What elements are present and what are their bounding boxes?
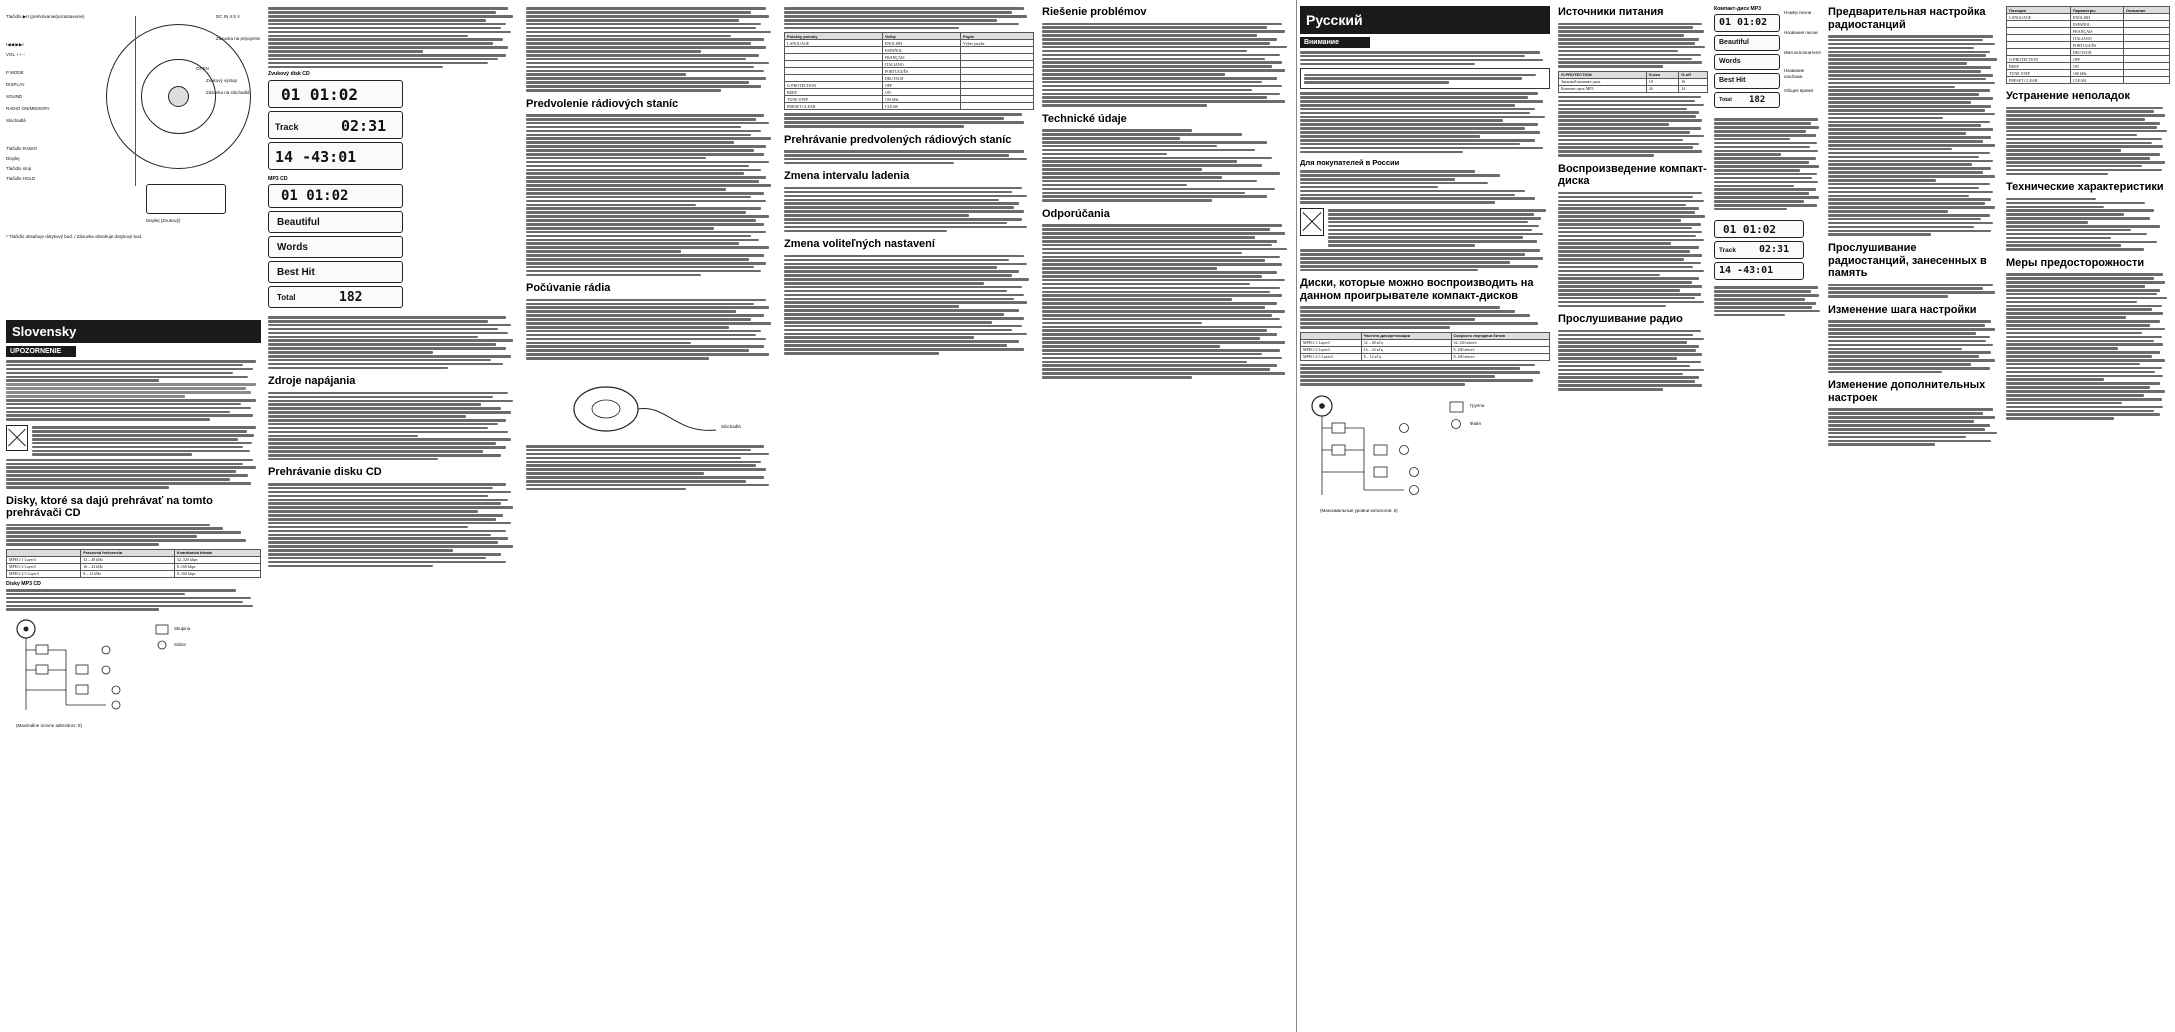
mp3-disk-title-slovak: Disky MP3 CD bbox=[6, 580, 41, 587]
table-header bbox=[7, 549, 81, 556]
table-header: G-вкл bbox=[1646, 71, 1679, 78]
table-cell bbox=[961, 61, 1034, 68]
table-cell bbox=[785, 54, 883, 61]
table-row bbox=[785, 54, 1034, 61]
table-row bbox=[2007, 56, 2170, 63]
table-header: G-PROTECTION bbox=[1559, 71, 1647, 78]
preset-title-slovak: Predvolenie rádiových staníc bbox=[526, 97, 679, 110]
callout-left-7: Slúchadlá bbox=[6, 118, 26, 123]
warning-text-slovak bbox=[6, 360, 261, 421]
mp3-tree-diagram-slovak bbox=[6, 615, 261, 735]
column-5 bbox=[1042, 6, 1292, 1026]
table-cell: ITALIANO bbox=[2070, 35, 2123, 42]
wheelie-bin-icon bbox=[1300, 208, 1324, 236]
lcd-ru-1 bbox=[1714, 14, 1780, 32]
table-row bbox=[7, 563, 261, 570]
table-cell: MPEG-2.5 Layer3 bbox=[7, 570, 81, 577]
table-cell: 100 kHz bbox=[882, 96, 960, 103]
table-cell: OFF bbox=[882, 82, 960, 89]
table-header: Позиция bbox=[2007, 7, 2071, 14]
lcd-ru-artist: Beautiful bbox=[1719, 39, 1749, 47]
table-header: Popis bbox=[961, 33, 1034, 40]
lcd-display-mp3-5 bbox=[268, 286, 403, 308]
spec-title-slovak: Technické údaje bbox=[1042, 112, 1127, 125]
options-table-slovak bbox=[784, 32, 1034, 110]
table-cell: 26 bbox=[1646, 85, 1679, 92]
text-block-9c bbox=[1828, 320, 2000, 373]
table-cell: DEUTSCH bbox=[882, 75, 960, 82]
table-row bbox=[785, 47, 1034, 54]
table-cell: 100 kHz bbox=[2070, 70, 2123, 77]
text-block-8b bbox=[1714, 286, 1822, 316]
text-block-3b bbox=[526, 114, 776, 276]
column-divider bbox=[1296, 0, 1297, 1032]
table-cell: OFF bbox=[2070, 56, 2123, 63]
mp3-tree-diagram-russian bbox=[1300, 390, 1550, 520]
callout-left-2: VOL + / – bbox=[6, 52, 25, 57]
column-10 bbox=[2006, 6, 2170, 1026]
lcd-ru-long-time: 14 -43:01 bbox=[1719, 265, 1774, 277]
table-cell bbox=[961, 103, 1034, 110]
table-header: Описание bbox=[2123, 7, 2169, 14]
table-row bbox=[785, 82, 1034, 89]
display-label: Displej (Zvukový) bbox=[146, 218, 181, 223]
table-cell bbox=[2123, 56, 2169, 63]
text-block-3a bbox=[526, 7, 776, 91]
disc-list-slovak bbox=[6, 524, 261, 546]
table-row bbox=[1301, 339, 1550, 346]
table-cell bbox=[961, 89, 1034, 96]
text-block-2a bbox=[268, 7, 518, 68]
lcd-callout-ru-4: Общее время bbox=[1784, 88, 1813, 94]
lcd-ru-4 bbox=[1714, 73, 1780, 89]
table-cell: 16 bbox=[1679, 78, 1708, 85]
lcd-display-mp3-4 bbox=[268, 261, 403, 283]
text-block-2d bbox=[268, 483, 518, 567]
text-block-5a bbox=[1042, 23, 1292, 107]
buyers-title-russian: Для покупателей в России bbox=[1300, 158, 1400, 168]
lcd-long-time: 14 -43:01 bbox=[275, 147, 357, 166]
language-title-russian: Русский bbox=[1300, 6, 1550, 34]
table-cell: 16 – 24 кГц bbox=[1361, 346, 1451, 353]
disc-format-table-russian bbox=[1300, 332, 1550, 361]
table-cell: MPEG-1 Layer3 bbox=[7, 556, 81, 563]
table-cell: 8 – 12 кГц bbox=[1361, 353, 1451, 360]
table-cell bbox=[961, 75, 1034, 82]
table-cell bbox=[2123, 77, 2169, 84]
table-header bbox=[1301, 332, 1362, 339]
table-cell bbox=[785, 75, 883, 82]
lcd-ru-track-time: 02:31 bbox=[1759, 244, 1790, 256]
table-row bbox=[1559, 85, 1708, 92]
table-cell: LANGUAGE bbox=[2007, 14, 2071, 21]
lcd-ru-words: Words bbox=[1719, 58, 1741, 66]
table-cell: Компакт-диск MP3 bbox=[1559, 85, 1647, 92]
table-cell bbox=[961, 54, 1034, 61]
mp3-lcd-title-russian: Компакт-диск MP3 bbox=[1714, 6, 1762, 12]
callout-right-3: Zvukový výstup bbox=[206, 78, 238, 83]
warning-box-russian bbox=[1300, 68, 1550, 89]
table-cell: 32 – 48 kHz bbox=[81, 556, 175, 563]
table-cell: 18 bbox=[1646, 78, 1679, 85]
table-cell bbox=[2007, 21, 2071, 28]
legend-file-russian: Файл bbox=[1470, 420, 1482, 426]
lcd-display-mp3-3 bbox=[268, 236, 403, 258]
table-cell: 8–160 kbps bbox=[174, 570, 260, 577]
table-cell bbox=[2123, 42, 2169, 49]
legend-file: Súbor bbox=[174, 642, 187, 647]
text-block-3c bbox=[526, 299, 776, 360]
callout-left-3: P MODE bbox=[6, 70, 24, 75]
mp3-diagram-caption: (Maximálne úrovne adresárov: 8) bbox=[16, 723, 83, 728]
table-cell bbox=[961, 68, 1034, 75]
options-title-slovak: Zmena voliteľných nastavení bbox=[784, 238, 935, 251]
antenna-svg bbox=[526, 364, 776, 444]
body-text-slovak-a bbox=[6, 459, 261, 489]
power-title-slovak: Zdroje napájania bbox=[268, 375, 356, 388]
preset-title-russian: Предварительная настройка радиостанций bbox=[1828, 6, 1986, 31]
lcd-callout-ru-3: Название альбома bbox=[1784, 68, 1805, 79]
safety-title-russian: Меры предосторожности bbox=[2006, 256, 2145, 269]
disc-title-russian: Диски, которые можно воспроизводить на данном проигрывателе компакт-дисков bbox=[1300, 277, 1534, 302]
callout-right-2: Zásuvka na pripojenie bbox=[216, 36, 261, 41]
callout-left-11: Tlačidlo HOLD bbox=[6, 176, 36, 181]
text-block-4c bbox=[784, 150, 1034, 164]
table-cell: MPEG-2.5 Layer3 bbox=[1301, 353, 1362, 360]
table-cell bbox=[961, 47, 1034, 54]
lcd-ru-8 bbox=[1714, 262, 1804, 280]
column-2 bbox=[268, 6, 518, 1026]
antenna-diagram bbox=[526, 364, 776, 444]
diagram-leader-lines bbox=[76, 16, 136, 186]
table-cell: TUNE STEP bbox=[785, 96, 883, 103]
table-cell: DEUTSCH bbox=[2070, 49, 2123, 56]
lcd-display-2 bbox=[268, 111, 403, 139]
table-cell bbox=[2123, 21, 2169, 28]
text-block-5c bbox=[1042, 224, 1292, 378]
table-cell: ESPAÑOL bbox=[882, 47, 960, 54]
table-cell: PORTUGUÊS bbox=[882, 68, 960, 75]
preset-play-title-slovak: Prehrávanie predvolených rádiových staníc bbox=[784, 133, 1012, 146]
text-block-7c bbox=[1558, 192, 1708, 307]
lcd-callout-ru-1: Название песни bbox=[1784, 30, 1818, 36]
table-cell: 16 – 24 kHz bbox=[81, 563, 175, 570]
table-cell: 32–320 кбит/с bbox=[1451, 339, 1549, 346]
table-cell bbox=[2123, 35, 2169, 42]
cd-player-hub bbox=[168, 86, 189, 107]
text-block-2c bbox=[268, 392, 518, 461]
table-row bbox=[785, 61, 1034, 68]
table-row bbox=[2007, 77, 2170, 84]
spec-title-russian: Технические характеристики bbox=[2006, 181, 2164, 194]
table-cell bbox=[2123, 28, 2169, 35]
text-block-9d bbox=[1828, 408, 2000, 446]
table-header: Частота дискретизации bbox=[1361, 332, 1451, 339]
table-cell bbox=[2007, 35, 2071, 42]
callout-left-8: Tlačidlo RADIO bbox=[6, 146, 38, 151]
step-title-russian: Изменение шага настройки bbox=[1828, 303, 1977, 316]
text-block-6d bbox=[1300, 249, 1550, 271]
callout-left-6: RADIO ON/MEMORY bbox=[6, 106, 50, 111]
text-block-6a bbox=[1300, 51, 1550, 65]
table-header: Параметры bbox=[2070, 7, 2123, 14]
text-block-6e bbox=[1300, 306, 1550, 328]
table-header: Скорость передачи битов bbox=[1451, 332, 1549, 339]
text-block-2b bbox=[268, 316, 518, 369]
interval-title-slovak: Zmena intervalu ladenia bbox=[784, 170, 910, 183]
table-row bbox=[785, 40, 1034, 47]
lcd-track-time: 02:31 bbox=[341, 116, 387, 135]
table-row bbox=[785, 68, 1034, 75]
lcd-track-label: Track bbox=[275, 121, 299, 132]
table-cell: PRESET CLEAR bbox=[785, 103, 883, 110]
table-row bbox=[1559, 78, 1708, 85]
table-header: Pracovná frekvencia bbox=[81, 549, 175, 556]
text-block-7b bbox=[1558, 96, 1708, 157]
text-block-9a bbox=[1828, 35, 2000, 236]
lcd-album: Best Hit bbox=[277, 267, 315, 279]
table-cell: LANGUAGE bbox=[785, 40, 883, 47]
mp3-tree-svg-russian bbox=[1300, 390, 1550, 510]
lcd-ru-5 bbox=[1714, 92, 1780, 108]
lcd-ru-6 bbox=[1714, 220, 1804, 238]
table-cell bbox=[785, 47, 883, 54]
table-row bbox=[785, 103, 1034, 110]
column-7 bbox=[1558, 6, 1708, 1026]
table-cell: 32 – 48 кГц bbox=[1361, 339, 1451, 346]
lcd-total: Total bbox=[277, 293, 296, 303]
text-block-7a bbox=[1558, 23, 1708, 68]
lcd-display-3 bbox=[268, 142, 403, 170]
table-cell: ENGLISH bbox=[2070, 14, 2123, 21]
table-cell bbox=[785, 61, 883, 68]
wheelie-bin-icon bbox=[6, 425, 28, 451]
text-block-8a bbox=[1714, 118, 1822, 210]
table-cell: CLEAR bbox=[2070, 77, 2123, 84]
table-cell: MPEG-1 Layer3 bbox=[1301, 339, 1362, 346]
table-cell: FRANÇAIS bbox=[2070, 28, 2123, 35]
lcd-callout-ru-0: Номер песни bbox=[1784, 10, 1812, 16]
table-cell: BEEP bbox=[2007, 63, 2071, 70]
table-row bbox=[785, 75, 1034, 82]
table-row bbox=[7, 570, 261, 577]
lcd-mp3-time: 01 01:02 bbox=[281, 188, 349, 205]
care-title-slovak: Odporúčania bbox=[1042, 207, 1110, 220]
mp3-text-slovak bbox=[6, 589, 261, 611]
table-cell: PORTUGUÊS bbox=[2070, 42, 2123, 49]
table-cell bbox=[2123, 63, 2169, 70]
play-title-russian: Воспроизведение компакт-диска bbox=[1558, 162, 1707, 188]
warning-title-russian: Внимание bbox=[1300, 37, 1370, 48]
callout-right-1: DC IN 4.5 V bbox=[216, 14, 241, 19]
lcd-time: 01 01:02 bbox=[281, 84, 359, 104]
column-9 bbox=[1828, 6, 2000, 1026]
table-cell: G-PROTECTION bbox=[785, 82, 883, 89]
table-cell bbox=[2007, 42, 2071, 49]
power-title-russian: Источники питания bbox=[1558, 6, 1664, 18]
table-cell: ENGLISH bbox=[882, 40, 960, 47]
trouble-title-slovak: Riešenie problémov bbox=[1042, 6, 1147, 18]
recycle-notice-slovak bbox=[6, 425, 261, 457]
table-cell: 8–160 кбит/с bbox=[1451, 353, 1549, 360]
lcd-ru-3 bbox=[1714, 54, 1780, 70]
table-row bbox=[785, 89, 1034, 96]
callout-left-5: SOUND bbox=[6, 94, 23, 99]
table-row bbox=[2007, 42, 2170, 49]
table-cell: MPEG-2 Layer3 bbox=[7, 563, 81, 570]
table-header: Položky ponuky bbox=[785, 33, 883, 40]
table-cell: 8 – 12 kHz bbox=[81, 570, 175, 577]
lcd-total-time: 182 bbox=[339, 290, 363, 306]
table-row bbox=[1301, 353, 1550, 360]
disc-format-table-slovak bbox=[6, 549, 261, 578]
text-block-10c bbox=[2006, 273, 2170, 420]
radio-title-slovak: Počúvanie rádia bbox=[526, 282, 611, 295]
lcd-ru-total: Total bbox=[1719, 97, 1732, 104]
callout-right-0: OPEN bbox=[196, 66, 209, 71]
table-cell: CLEAR bbox=[882, 103, 960, 110]
lcd-artist: Beautiful bbox=[277, 217, 320, 229]
column-6 bbox=[1300, 6, 1550, 1026]
text-block-10b bbox=[2006, 198, 2170, 251]
text-block-4b bbox=[784, 113, 1034, 127]
lcd-callout-ru-2: Имя исполнителя bbox=[1784, 50, 1821, 56]
callout-left-4: DISPLAY bbox=[6, 82, 25, 87]
warning-title-slovak: UPOZORNENIE bbox=[6, 346, 76, 357]
callout-left-9: Displej bbox=[6, 156, 20, 161]
recycle-notice-russian bbox=[1300, 208, 1550, 248]
table-cell: G-PROTECTION bbox=[2007, 56, 2071, 63]
trouble-title-russian: Устранение неполадок bbox=[2006, 90, 2130, 102]
table-header: G-off bbox=[1679, 71, 1708, 78]
table-cell: PRESET CLEAR bbox=[2007, 77, 2071, 84]
text-block-3d bbox=[526, 445, 776, 490]
text-block-4d bbox=[784, 187, 1034, 232]
front-panel-diagram bbox=[6, 6, 261, 306]
lcd-ru-7 bbox=[1714, 241, 1804, 259]
table-cell: Звуковой компакт-диск bbox=[1559, 78, 1647, 85]
table-cell: MPEG-2 Layer3 bbox=[1301, 346, 1362, 353]
table-row bbox=[2007, 28, 2170, 35]
table-cell: Výber jazyka bbox=[961, 40, 1034, 47]
column-3 bbox=[526, 6, 776, 1026]
callout-right-4: Zásuvka na slúchadlá bbox=[206, 90, 250, 95]
column-1 bbox=[6, 6, 261, 1026]
column-4 bbox=[784, 6, 1034, 1026]
diagram-footnote: * Tlačidlo obsahuje dotykový bod. / Zásuvka obsahuje dotykový bod. bbox=[6, 234, 143, 239]
table-cell bbox=[2123, 14, 2169, 21]
lcd-ru-album: Best Hit bbox=[1719, 77, 1746, 85]
table-row bbox=[785, 96, 1034, 103]
text-block-4a bbox=[784, 7, 1034, 29]
table-cell bbox=[785, 68, 883, 75]
text-block-9b bbox=[1828, 284, 2000, 298]
table-cell: ITALIANO bbox=[882, 61, 960, 68]
text-block-6f bbox=[1300, 364, 1550, 386]
display-window bbox=[146, 184, 226, 214]
table-row bbox=[2007, 70, 2170, 77]
table-cell bbox=[961, 96, 1034, 103]
mp3-tree-svg bbox=[6, 615, 261, 725]
table-cell: ON bbox=[2070, 63, 2123, 70]
table-cell: BEEP bbox=[785, 89, 883, 96]
lcd-display-mp3-1 bbox=[268, 184, 403, 208]
battery-table-russian bbox=[1558, 71, 1708, 93]
table-cell: ESPAÑOL bbox=[2070, 21, 2123, 28]
options-table-russian bbox=[2006, 6, 2170, 84]
callout-left-1: I◀◀ ▶▶I bbox=[6, 42, 24, 47]
table-cell: TUNE STEP bbox=[2007, 70, 2071, 77]
table-cell: FRANÇAIS bbox=[882, 54, 960, 61]
options-title-russian: Изменение дополнительных настроек bbox=[1828, 379, 1986, 404]
lcd-mp3-label: MP3 CD bbox=[268, 175, 288, 182]
playback-title-slovak: Prehrávanie disku CD bbox=[268, 466, 382, 479]
table-cell: 8–160 kbps bbox=[174, 563, 260, 570]
radio-title-russian: Прослушивание радио bbox=[1558, 313, 1683, 326]
legend-group-russian: Группа bbox=[1470, 402, 1485, 408]
mp3-diagram-caption-russian: (Максимальные уровни каталогов: 8) bbox=[1320, 507, 1398, 513]
table-row bbox=[2007, 63, 2170, 70]
table-header: Kvantizácia bitrate bbox=[174, 549, 260, 556]
text-block-6b bbox=[1300, 92, 1550, 153]
table-cell bbox=[2007, 49, 2071, 56]
table-row bbox=[2007, 49, 2170, 56]
callout-left-0: Tlačidlo ▶II (prehrávanie/pozastavenie) bbox=[6, 14, 85, 19]
lcd-words: Words bbox=[277, 242, 308, 254]
table-row bbox=[2007, 35, 2170, 42]
text-block-4e bbox=[784, 255, 1034, 355]
text-block-5b bbox=[1042, 129, 1292, 202]
lcd-cd-label: Zvukový disk CD bbox=[268, 71, 310, 78]
lcd-ru-time: 01 01:02 bbox=[1719, 17, 1768, 29]
table-row bbox=[7, 556, 261, 563]
legend-group: Skupina bbox=[174, 626, 191, 631]
lcd-ru-time-2: 01 01:02 bbox=[1723, 223, 1776, 237]
table-row bbox=[2007, 21, 2170, 28]
lcd-display-1 bbox=[268, 80, 403, 108]
table-cell: 8–160 кбит/с bbox=[1451, 346, 1549, 353]
table-header: Voľby bbox=[882, 33, 960, 40]
column-8 bbox=[1714, 6, 1822, 1026]
table-row bbox=[1301, 346, 1550, 353]
language-title-slovak: Slovensky bbox=[6, 320, 261, 343]
text-block-7d bbox=[1558, 330, 1708, 391]
table-cell bbox=[2123, 49, 2169, 56]
callout-left-10: Tlačidlo stop bbox=[6, 166, 32, 171]
table-cell bbox=[961, 82, 1034, 89]
table-cell: ON bbox=[882, 89, 960, 96]
disc-section-title-slovak: Disky, ktoré sa dajú prehrávať na tomto prehrávači CD bbox=[6, 494, 213, 519]
lcd-display-mp3-2 bbox=[268, 211, 403, 233]
lcd-ru-track: Track bbox=[1719, 247, 1736, 255]
preset-play-title-russian: Прослушивание радиостанций, занесенных в память bbox=[1828, 242, 1987, 280]
lcd-ru-total-time: 182 bbox=[1749, 95, 1766, 106]
table-cell: 32–320 kbps bbox=[174, 556, 260, 563]
table-cell: 24 bbox=[1679, 85, 1708, 92]
table-cell bbox=[2007, 28, 2071, 35]
table-cell bbox=[2123, 70, 2169, 77]
text-block-6c bbox=[1300, 170, 1550, 204]
text-block-10a bbox=[2006, 107, 2170, 176]
table-row bbox=[2007, 14, 2170, 21]
antenna-label: Slúchadlá bbox=[721, 423, 741, 429]
lcd-ru-2 bbox=[1714, 35, 1780, 51]
